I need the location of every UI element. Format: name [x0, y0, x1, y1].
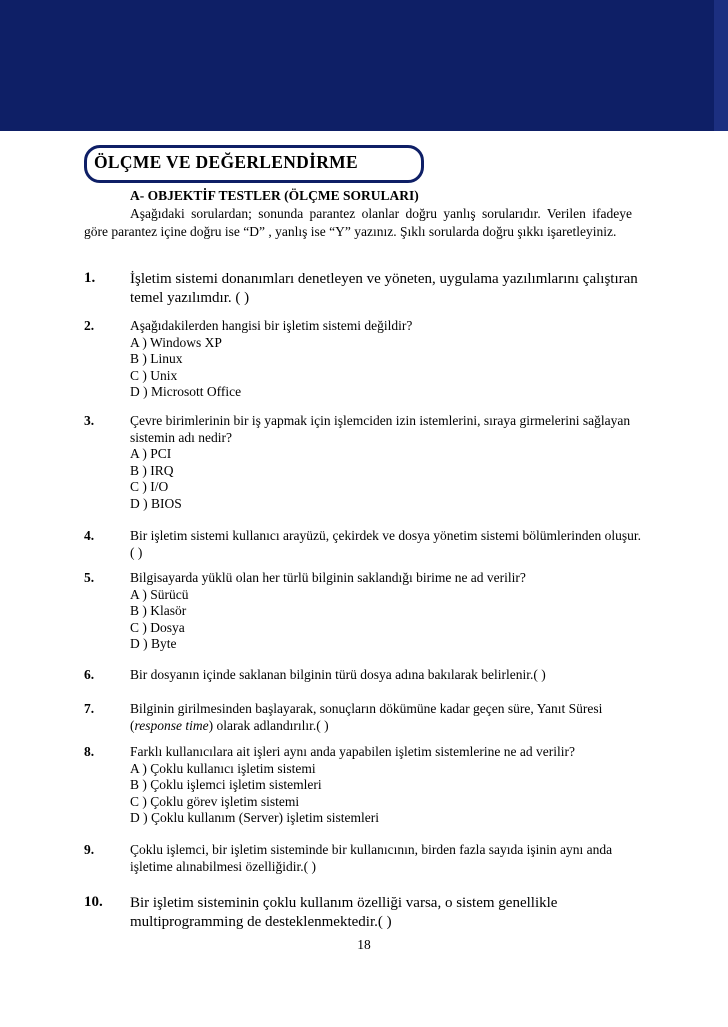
option-c[interactable]: C ) I/O — [130, 479, 169, 494]
header-band — [0, 0, 728, 131]
question-number: 7. — [84, 701, 95, 716]
question-number: 5. — [84, 570, 95, 585]
question-text: İşletim sistemi donanımları denetleyen ve yöneten, uygulama yazılımlarını çalıştıran temel yazılımdır. ( ) — [130, 271, 638, 306]
question-number: 6. — [84, 667, 95, 682]
question-text: Bir dosyanın içinde saklanan bilginin türü dosya adına bakılarak belirlenir.( ) — [130, 667, 546, 682]
question-text: Çoklu işlemci, bir işletim sisteminde bir kullanıcının, birden fazla sayıda işinin aynı anda işletime alınabilmesi özelliğidir.( ) — [130, 842, 613, 874]
question-text: Çevre birimlerinin bir iş yapmak için işlemciden izin istemlerini, sıraya girmelerini sağlayan sistemin adı nedir? — [130, 413, 631, 445]
option-a[interactable]: A ) Sürücü — [130, 586, 189, 602]
option-a[interactable]: A ) PCI — [130, 446, 172, 461]
question-number: 10. — [84, 894, 103, 910]
question-number: 9. — [84, 842, 95, 857]
instructions-paragraph: Aşağıdaki sorulardan; sonunda parantez olanlar doğru yanlış sorularıdır. Verilen ifadeye göre parantez içine doğru ise “D” , yanlış ise “Y” yazınız. Şıklı sorularda doğru şıkkı işaretleyiniz. — [84, 206, 632, 239]
option-a[interactable]: A ) Çoklu kullanıcı işletim sistemi — [130, 760, 316, 776]
section-title: ÖLÇME VE DEĞERLENDİRME — [94, 152, 358, 172]
header-band-edge — [714, 0, 728, 131]
option-b[interactable]: B ) Linux — [130, 351, 183, 366]
option-a[interactable]: A ) Windows XP — [130, 334, 222, 350]
option-b[interactable]: B ) Klasör — [130, 603, 187, 618]
option-d[interactable]: D ) Microsott Office — [130, 384, 242, 399]
option-d[interactable]: D ) Çoklu kullanım (Server) işletim sistemleri — [130, 810, 379, 825]
question-number: 8. — [84, 744, 95, 759]
question-text — [130, 701, 642, 734]
option-b[interactable]: B ) Çoklu işlemci işletim sistemleri — [130, 777, 322, 792]
page-number: 18 — [357, 937, 371, 952]
option-c[interactable]: C ) Unix — [130, 367, 178, 383]
option-d[interactable]: D ) BIOS — [130, 495, 182, 511]
question-number: 4. — [84, 528, 95, 543]
question-text: Farklı kullanıcılara ait işleri aynı anda yapabilen işletim sistemlerine ne ad verilir? — [130, 744, 575, 759]
question-number: 3. — [84, 413, 95, 428]
question-text-italic: response time — [134, 717, 209, 733]
question-number: 2. — [84, 318, 95, 333]
option-d[interactable]: D ) Byte — [130, 636, 177, 651]
sub-heading: A- OBJEKTİF TESTLER (ÖLÇME SORULARI) — [130, 188, 419, 203]
question-text: Bir işletim sistemi kullanıcı arayüzü, çekirdek ve dosya yönetim sistemi bölümlerinden oluşur.( ) — [130, 528, 642, 560]
option-c[interactable]: C ) Dosya — [130, 619, 185, 635]
question-number: 1. — [84, 270, 96, 286]
option-c[interactable]: C ) Çoklu görev işletim sistemi — [130, 793, 300, 809]
option-b[interactable]: B ) IRQ — [130, 462, 174, 478]
question-text: Bilgisayarda yüklü olan her türlü bilginin saklandığı birime ne ad verilir? — [130, 570, 526, 585]
question-text-start: Bilginin girilmesinden başlayarak, sonuçların dökümüne kadar geçen süre, Yanıt Süresi ( — [130, 701, 603, 733]
question-text: Aşağıdakilerden hangisi bir işletim sistemi değildir? — [130, 318, 413, 333]
question-text: Bir işletim sisteminin çoklu kullanım özelliği varsa, o sistem genellikle multiprogramming de desteklenmektedir.( ) — [130, 895, 558, 930]
question-text-end: ) olarak adlandırılır.( ) — [208, 717, 329, 733]
